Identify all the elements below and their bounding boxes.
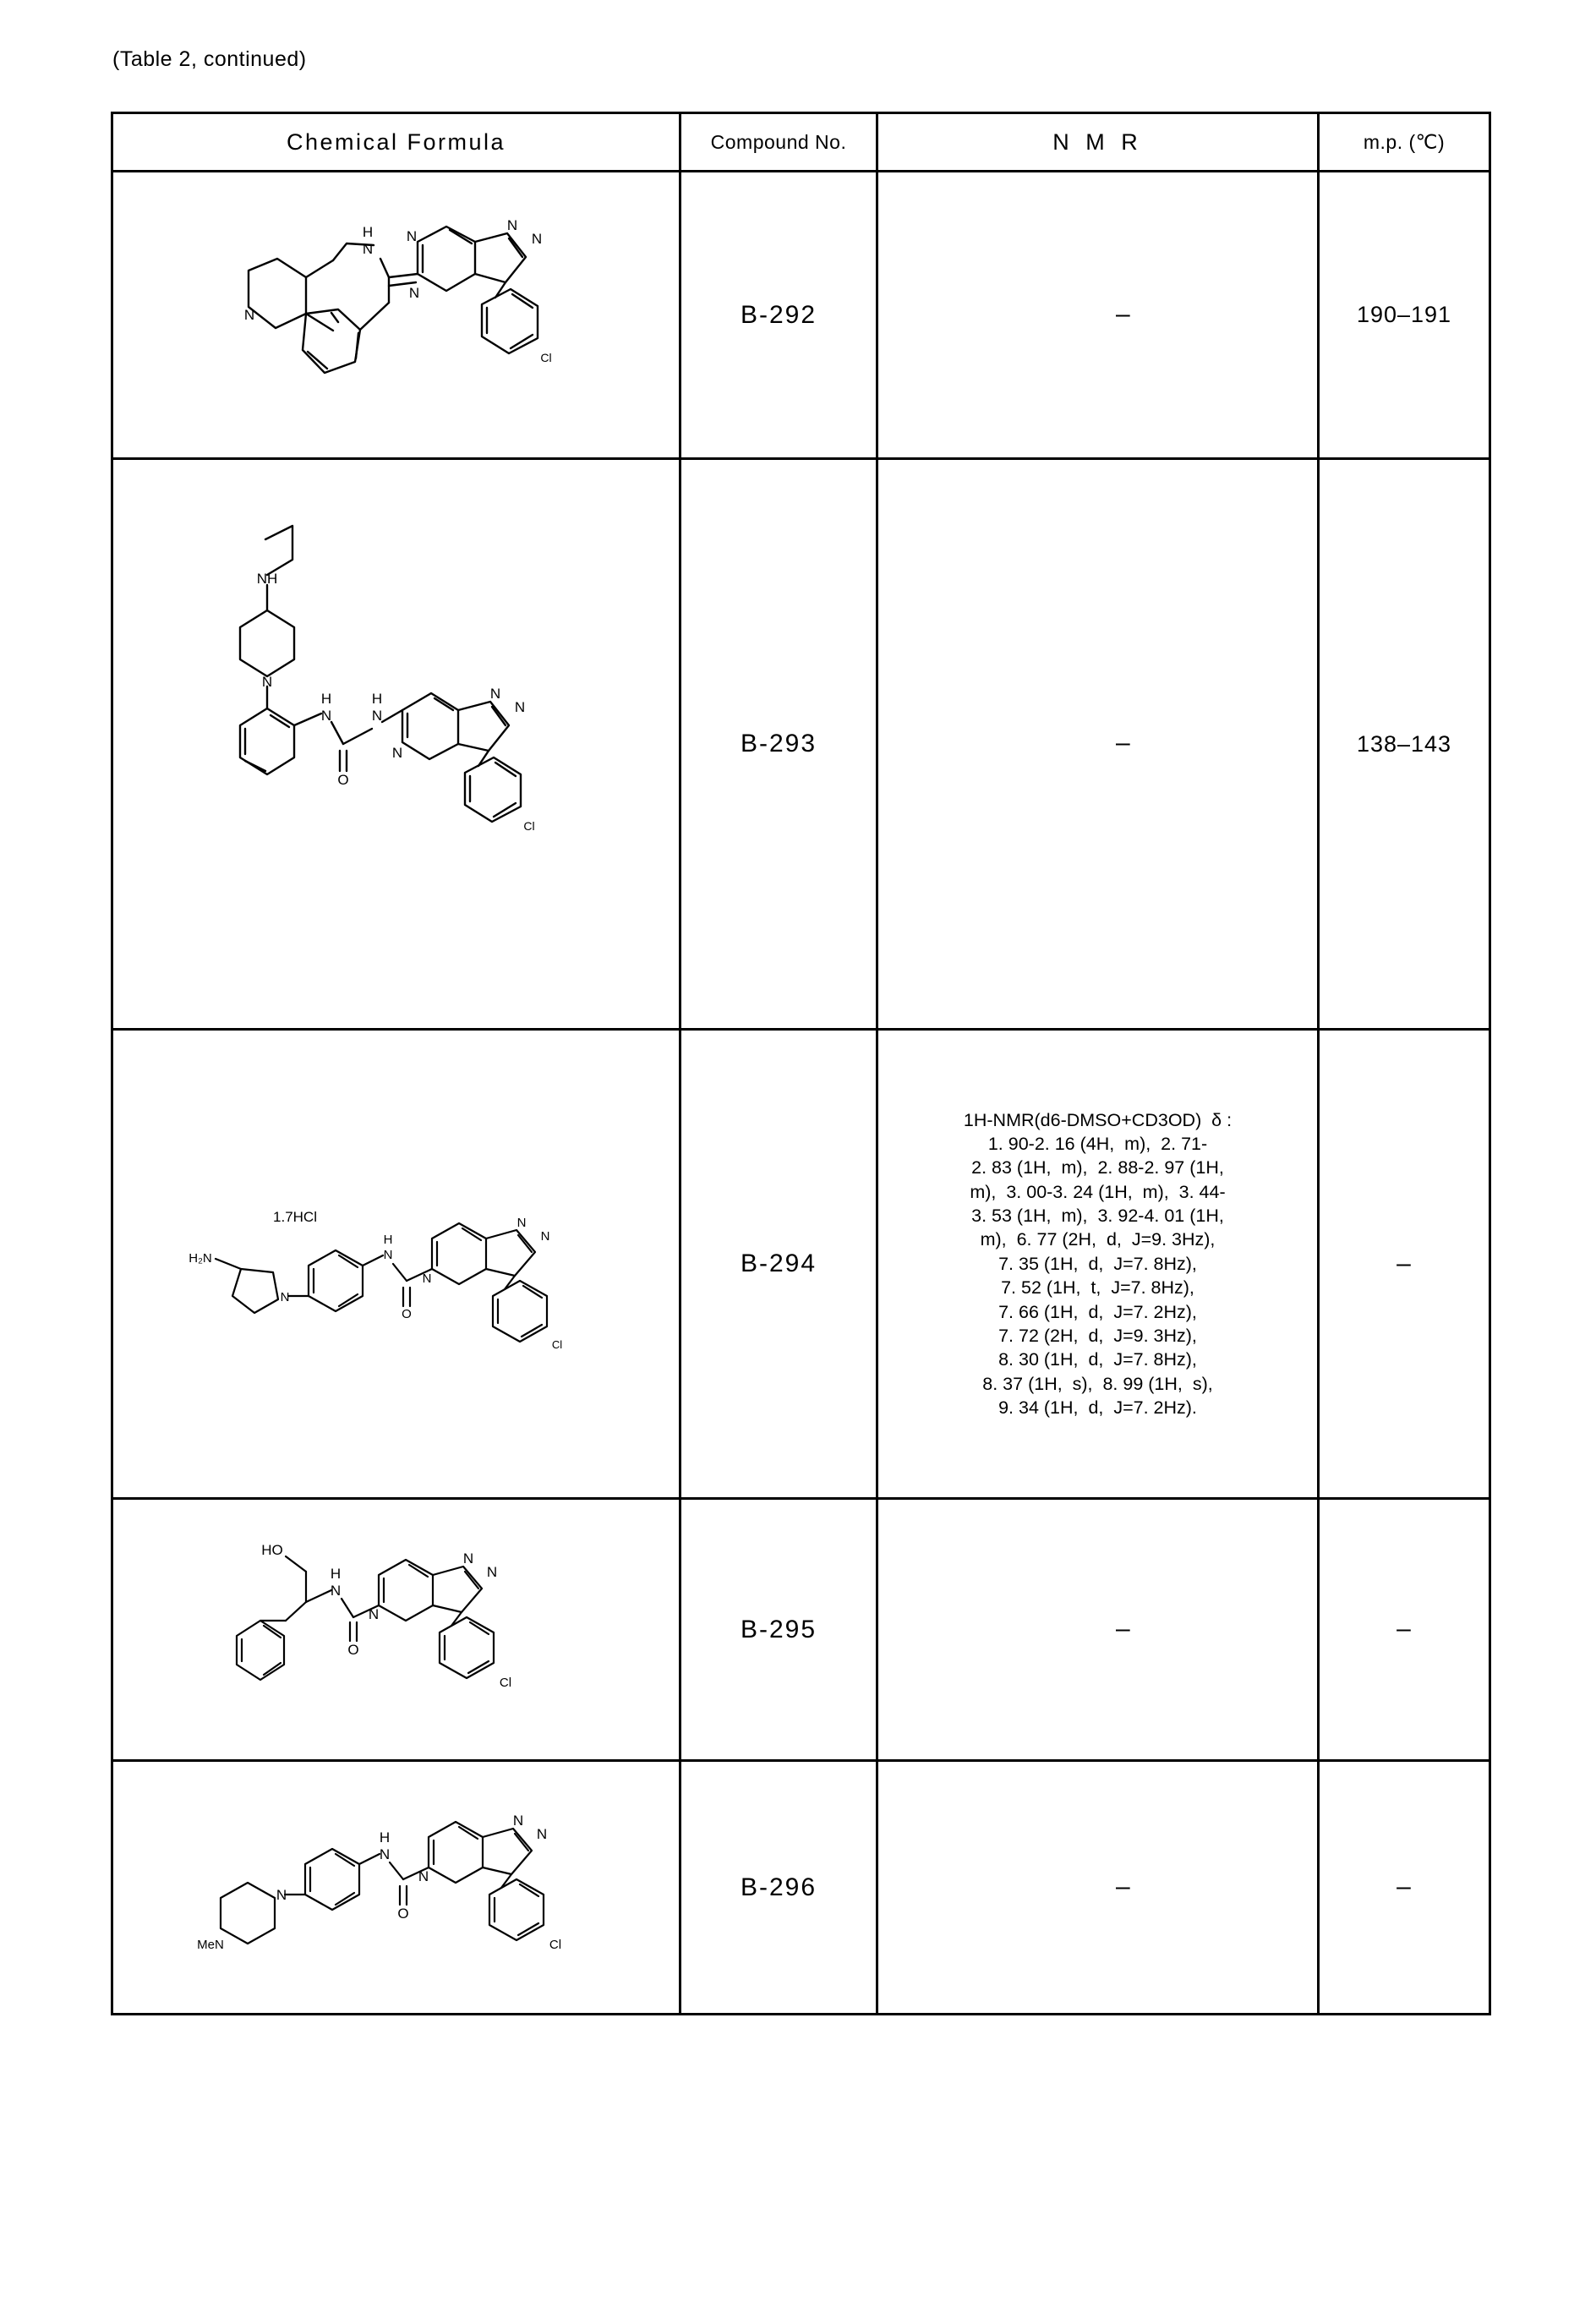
svg-text:N: N	[418, 1867, 429, 1884]
compound-number: B-293	[680, 459, 877, 1030]
nmr-value: –	[1116, 299, 1130, 328]
svg-text:N: N	[379, 1846, 390, 1862]
compound-number: B-294	[680, 1030, 877, 1499]
structure-diagram-b295	[198, 1533, 595, 1727]
structure-diagram-b296	[177, 1795, 616, 1981]
svg-text:O: O	[336, 772, 349, 788]
nmr-value: –	[1116, 729, 1130, 757]
svg-text:MeN: MeN	[196, 1937, 224, 1952]
structure-diagram-b294	[160, 1203, 633, 1372]
svg-text:NH: NH	[256, 571, 277, 587]
svg-text:Cl: Cl	[549, 1937, 561, 1952]
formula-cell-b294	[112, 1030, 680, 1499]
svg-text:N: N	[462, 1550, 473, 1567]
svg-text:H: H	[379, 1829, 390, 1846]
svg-text:H: H	[330, 1565, 341, 1582]
svg-text:N: N	[261, 674, 272, 690]
svg-text:N: N	[406, 227, 417, 244]
svg-text:HO: HO	[260, 1541, 283, 1558]
svg-text:N: N	[280, 1290, 289, 1304]
svg-text:Cl: Cl	[539, 350, 552, 364]
svg-text:N: N	[362, 240, 373, 257]
column-header-formula: Chemical Formula	[112, 113, 680, 172]
svg-text:H: H	[320, 691, 331, 707]
svg-text:Cl: Cl	[551, 1338, 562, 1351]
svg-text:O: O	[347, 1641, 359, 1658]
svg-text:N: N	[517, 1216, 526, 1230]
nmr-value: –	[1116, 1614, 1130, 1643]
structure-diagram-b292	[215, 193, 578, 438]
svg-text:N: N	[371, 708, 382, 724]
melting-point-value: –	[1396, 1873, 1412, 1900]
column-header-nmr: N M R	[877, 113, 1319, 172]
nmr-value: –	[1116, 1872, 1130, 1900]
melting-point-value: 190–191	[1319, 172, 1490, 459]
melting-point-value: 138–143	[1319, 459, 1490, 1030]
column-header-melting-point: m.p. (℃)	[1319, 113, 1490, 172]
melting-point-value: –	[1396, 1249, 1412, 1277]
compound-number: B-295	[680, 1499, 877, 1761]
svg-text:N: N	[540, 1229, 549, 1244]
formula-cell-b293	[112, 459, 680, 1030]
svg-text:O: O	[401, 1307, 412, 1321]
structure-diagram-b293	[189, 507, 604, 981]
table-row	[112, 459, 1490, 1030]
svg-text:Cl: Cl	[499, 1675, 511, 1690]
svg-text:N: N	[531, 230, 542, 247]
svg-text:N: N	[536, 1825, 547, 1842]
chemical-compound-table	[111, 112, 1491, 2015]
svg-text:N: N	[486, 1563, 497, 1580]
svg-text:N: N	[243, 306, 254, 323]
svg-text:N: N	[514, 699, 525, 715]
melting-point-value: –	[1396, 1615, 1412, 1643]
formula-cell-b295	[112, 1499, 680, 1761]
svg-text:N: N	[512, 1812, 523, 1829]
svg-text:N: N	[489, 686, 500, 702]
svg-text:O: O	[396, 1905, 409, 1922]
svg-text:N: N	[383, 1248, 392, 1262]
svg-text:N: N	[391, 745, 402, 761]
svg-text:N: N	[330, 1582, 341, 1599]
table-row	[112, 1030, 1490, 1499]
svg-text:Cl: Cl	[522, 819, 535, 833]
compound-number: B-296	[680, 1761, 877, 2015]
svg-text:N: N	[506, 216, 517, 233]
nmr-value: 1H-NMR(d6-DMSO+CD3OD) δ : 1. 90-2. 16 (4H, m), 2. 71- 2. 83 (1H, m), 2. 88-2. 97 (1H, m), 3. 00-3. 24 (1H, m), 3. 44- 3. 53 (1H, m), 3. 92-4. 01 (1H, m), 6. 77 (2H, d, J=9. 3Hz), 7. 35 (1H, d, J=7. 8Hz), 7. 52 (1H, t, J=7. 8Hz), 7. 66 (1H, d, J=7. 2Hz), 7. 72 (2H, d, J=9. 3Hz), 8. 30 (1H, d, J=7. 8Hz), 8. 37 (1H, s), 8. 99 (1H, s), 9. 34 (1H, d, J=7. 2Hz).	[877, 1030, 1319, 1499]
table-header-row	[112, 113, 1490, 172]
table-row	[112, 1761, 1490, 2015]
svg-text:N: N	[320, 708, 331, 724]
svg-text:N: N	[368, 1605, 379, 1622]
svg-text:N: N	[276, 1886, 287, 1903]
table-row	[112, 172, 1490, 459]
svg-text:1.7HCl: 1.7HCl	[272, 1209, 317, 1225]
table-row	[112, 1499, 1490, 1761]
formula-cell-b296	[112, 1761, 680, 2015]
table-caption: (Table 2, continued)	[112, 47, 307, 71]
svg-text:H: H	[383, 1233, 392, 1247]
svg-text:H: H	[371, 691, 382, 707]
svg-text:H: H	[362, 223, 373, 240]
compound-number: B-292	[680, 172, 877, 459]
svg-text:N: N	[422, 1271, 431, 1286]
formula-cell-b292	[112, 172, 680, 459]
svg-text:N: N	[408, 284, 419, 301]
column-header-compound-no: Compound No.	[680, 113, 877, 172]
svg-text:H₂N: H₂N	[188, 1251, 212, 1266]
